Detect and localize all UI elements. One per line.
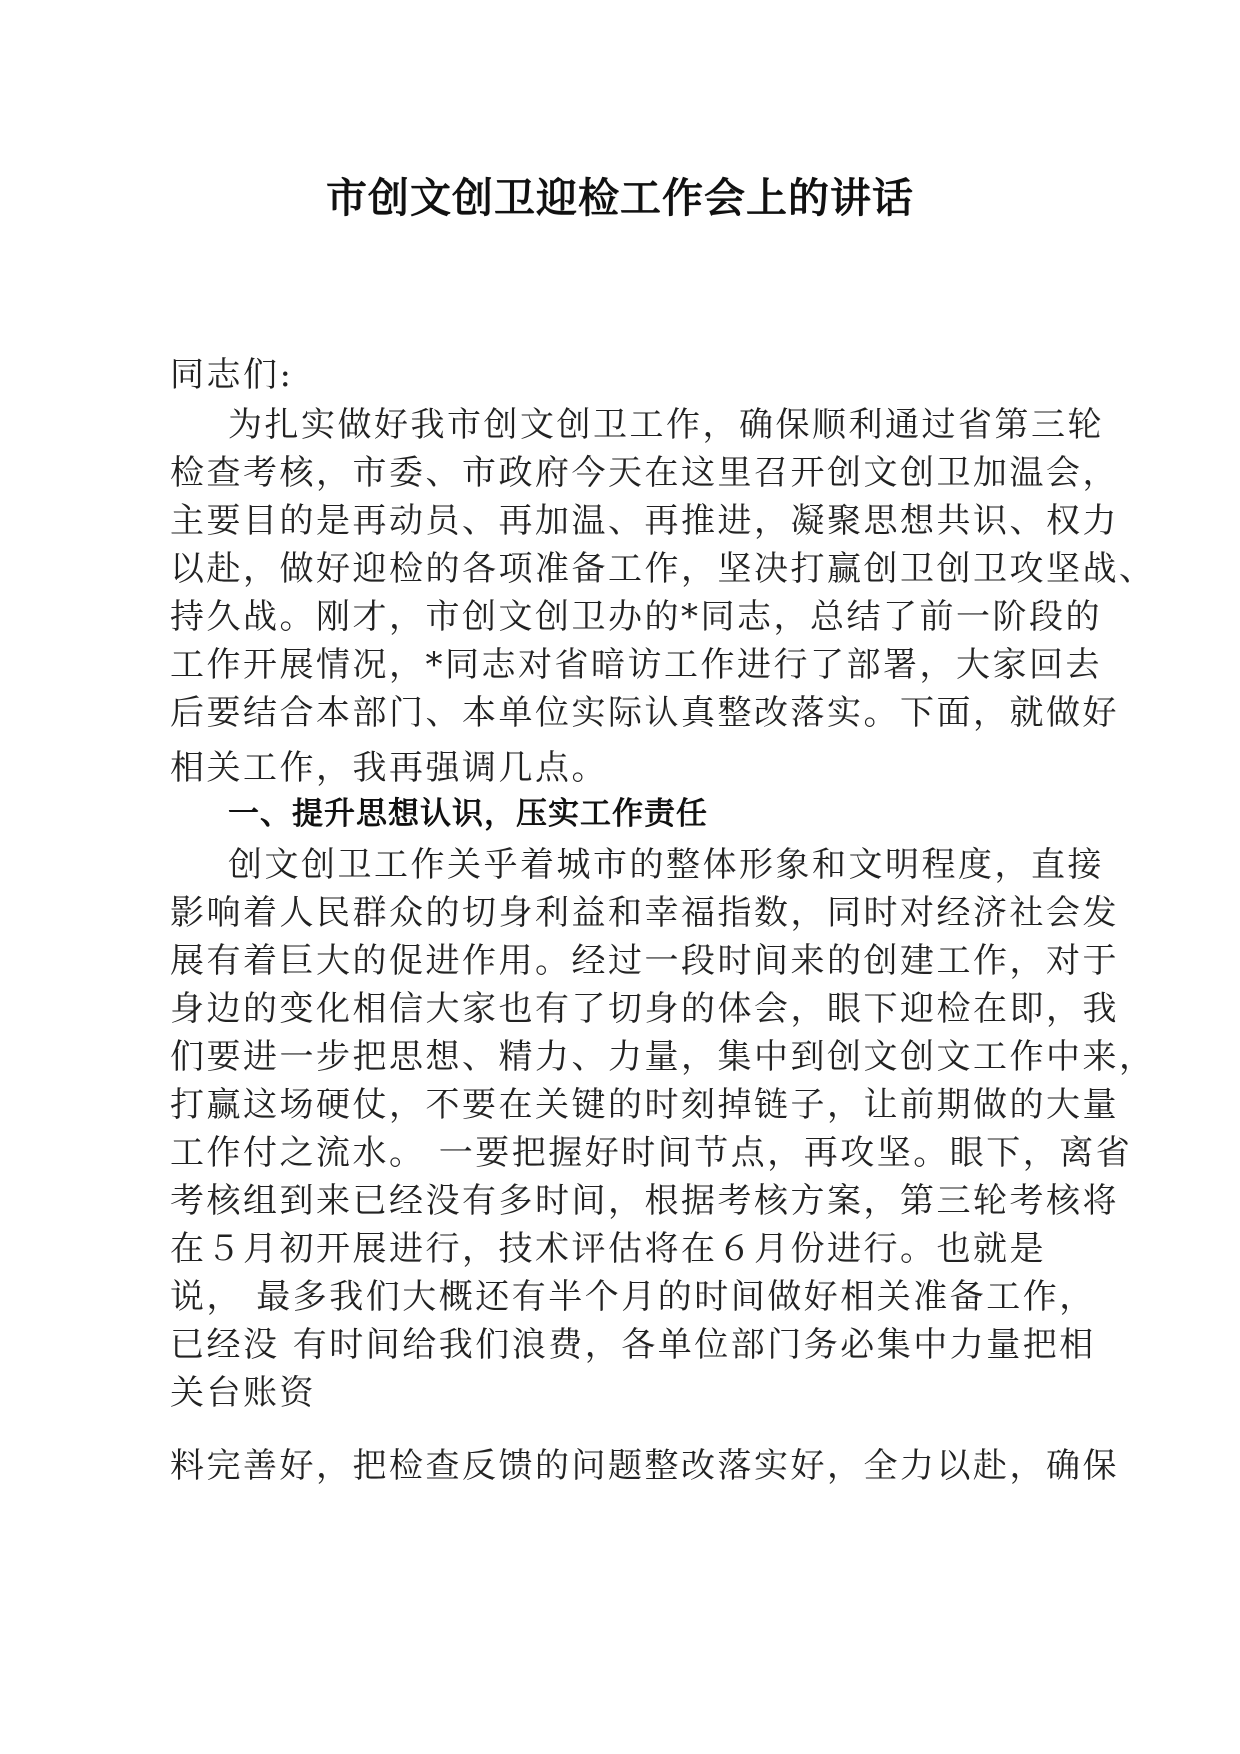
paragraph-line: 以赴，做好迎检的各项准备工作，坚决打赢创卫创卫攻坚战、 [170, 549, 1156, 589]
paragraph-line: 考核组到来已经没有多时间，根据考核方案，第三轮考核将 [170, 1181, 1119, 1221]
paragraph-line: 相关工作，我再强调几点。 [170, 748, 608, 788]
paragraph-line: 们要进一步把思想、精力、力量，集中到创文创文工作中来， [170, 1037, 1156, 1077]
section-heading: 一、提升思想认识，压实工作责任 [228, 796, 708, 832]
paragraph-line: 创文创卫工作关乎着城市的整体形象和文明程度，直接 [228, 845, 1104, 885]
paragraph-line: 说， 最多我们大概还有半个月的时间做好相关准备工作， [170, 1277, 1096, 1317]
paragraph-line: 工作付之流水。 一要把握好时间节点，再攻坚。眼下，离省 [170, 1133, 1133, 1173]
paragraph-line: 打赢这场硬仗，不要在关键的时刻掉链子，让前期做的大量 [170, 1085, 1119, 1125]
salutation: 同志们: [170, 355, 294, 395]
paragraph-line: 影响着人民群众的切身利益和幸福指数，同时对经济社会发 [170, 893, 1119, 933]
paragraph-line: 关台账资 [170, 1373, 316, 1413]
paragraph-line: 为扎实做好我市创文创卫工作，确保顺利通过省第三轮 [228, 405, 1104, 445]
paragraph-line: 持久战。刚才，市创文创卫办的*同志，总结了前一阶段的 [170, 597, 1102, 637]
paragraph-line: 后要结合本部门、本单位实际认真整改落实。下面，就做好 [170, 693, 1119, 733]
paragraph-line: 工作开展情况，*同志对省暗访工作进行了部署，大家回去 [170, 645, 1102, 685]
paragraph-line: 料完善好，把检查反馈的问题整改落实好，全力以赴，确保 [170, 1446, 1119, 1486]
paragraph-line: 检查考核，市委、市政府今天在这里召开创文创卫加温会， [170, 453, 1119, 493]
paragraph-line: 在５月初开展进行，技术评估将在６月份进行。也就是 [170, 1229, 1046, 1269]
document-title: 市创文创卫迎检工作会上的讲话 [326, 174, 914, 222]
paragraph-line: 身边的变化相信大家也有了切身的体会，眼下迎检在即，我 [170, 989, 1119, 1029]
paragraph-line: 已经没 有时间给我们浪费，各单位部门务必集中力量把相 [170, 1325, 1096, 1365]
paragraph-line: 主要目的是再动员、再加温、再推进，凝聚思想共识、权力 [170, 501, 1119, 541]
paragraph-line: 展有着巨大的促进作用。经过一段时间来的创建工作，对于 [170, 941, 1119, 981]
